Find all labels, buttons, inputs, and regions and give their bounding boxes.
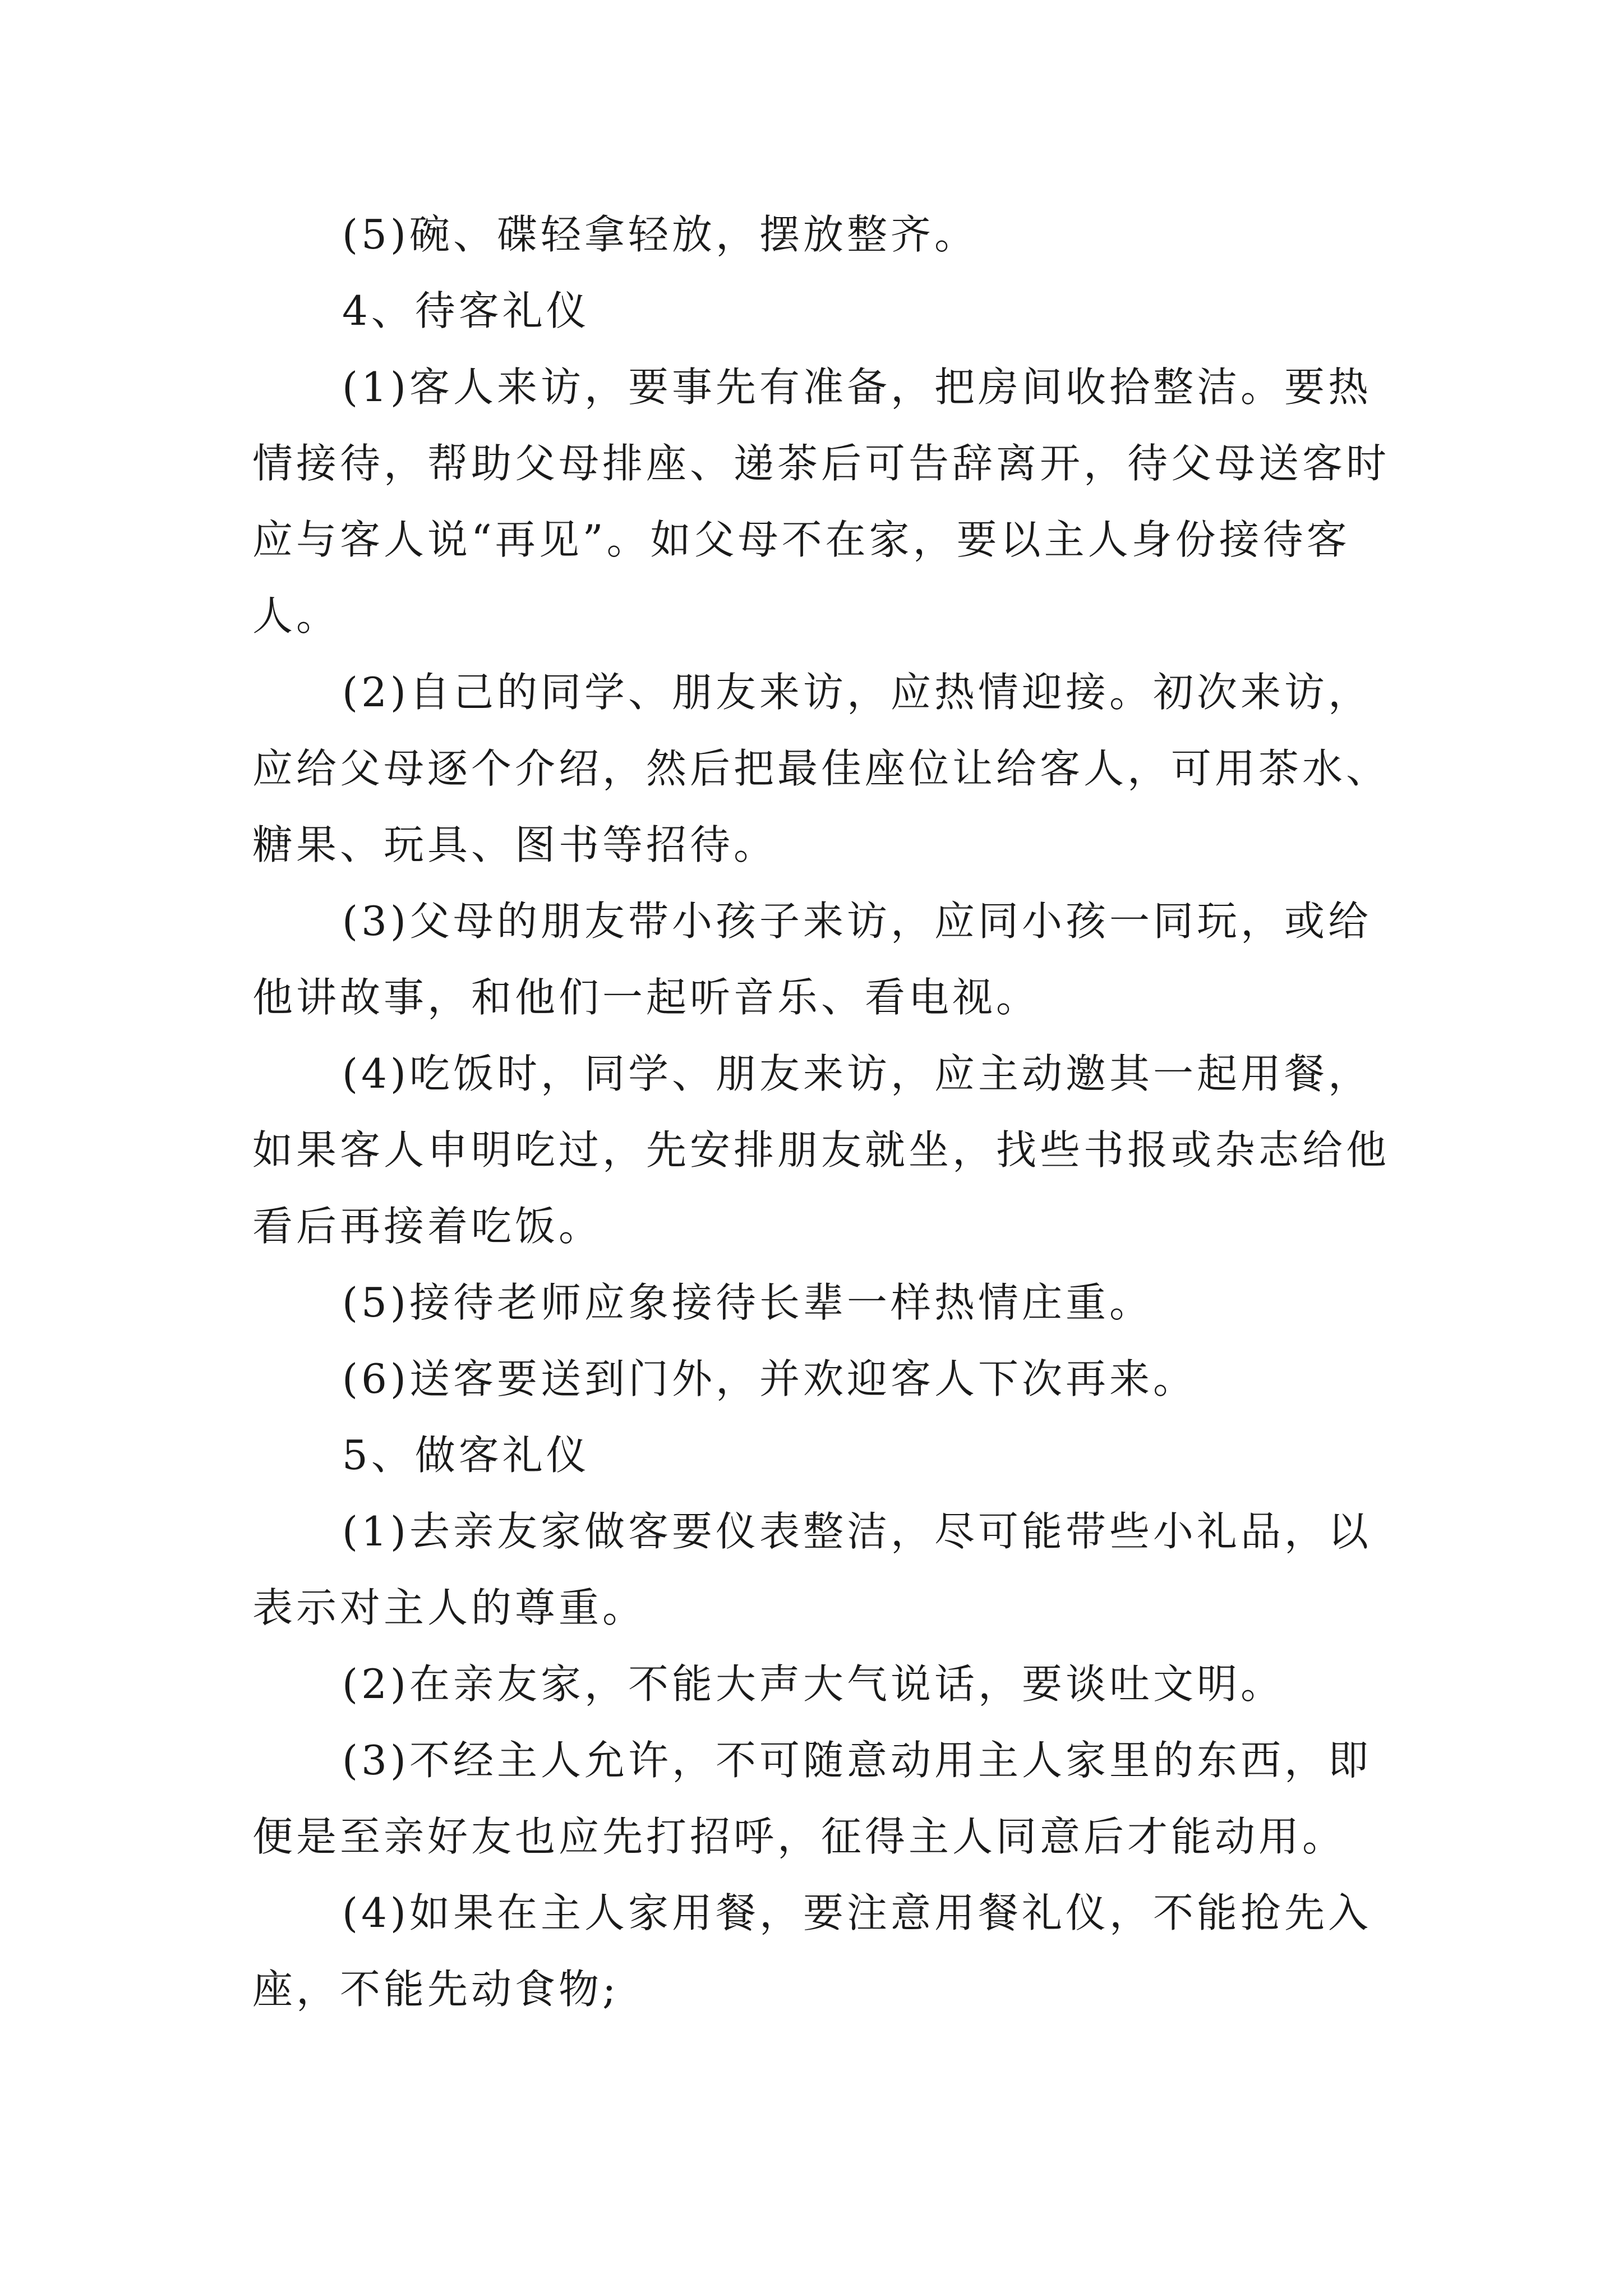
paragraph: (3)父母的朋友带小孩子来访，应同小孩一同玩，或给他讲故事，和他们一起听音乐、看电视。 (252, 898, 1372, 1021)
paragraph: (5)碗、碟轻拿轻放，摆放整齐。 (342, 211, 978, 258)
paragraph: (6)送客要送到门外，并欢迎客人下次再来。 (342, 1355, 1197, 1402)
paragraph: (3)不经主人允许，不可随意动用主人家里的东西，即便是至亲好友也应先打招呼，征得主人同意后才能动用。 (252, 1737, 1372, 1860)
paragraph: (1)去亲友家做客要仪表整洁，尽可能带些小礼品，以表示对主人的尊重。 (252, 1508, 1372, 1631)
paragraph: (4)吃饭时，同学、朋友来访，应主动邀其一起用餐，如果客人申明吃过，先安排朋友就坐，找些书报或杂志给他看后再接着吃饭。 (252, 1050, 1390, 1250)
paragraph: (2)在亲友家，不能大声大气说话，要谈吐文明。 (342, 1660, 1284, 1708)
paragraph: (4)如果在主人家用餐，要注意用餐礼仪，不能抢先入座，不能先动食物; (252, 1889, 1372, 2013)
paragraph: (5)接待老师应象接待长辈一样热情庄重。 (342, 1279, 1153, 1326)
document-body (252, 196, 1396, 2027)
paragraph: (2)自己的同学、朋友来访，应热情迎接。初次来访，应给父母逐个介绍，然后把最佳座位让给客人，可用茶水、糖果、玩具、图书等招待。 (252, 669, 1390, 868)
paragraph: (1)客人来访，要事先有准备，把房间收拾整洁。要热情接待，帮助父母排座、递茶后可告辞离开，待父母送客时应与客人说“再见”。如父母不在家，要以主人身份接待客人。 (252, 364, 1390, 639)
section-heading: 5、做客礼仪 (342, 1432, 590, 1479)
section-heading: 4、待客礼仪 (342, 287, 590, 334)
